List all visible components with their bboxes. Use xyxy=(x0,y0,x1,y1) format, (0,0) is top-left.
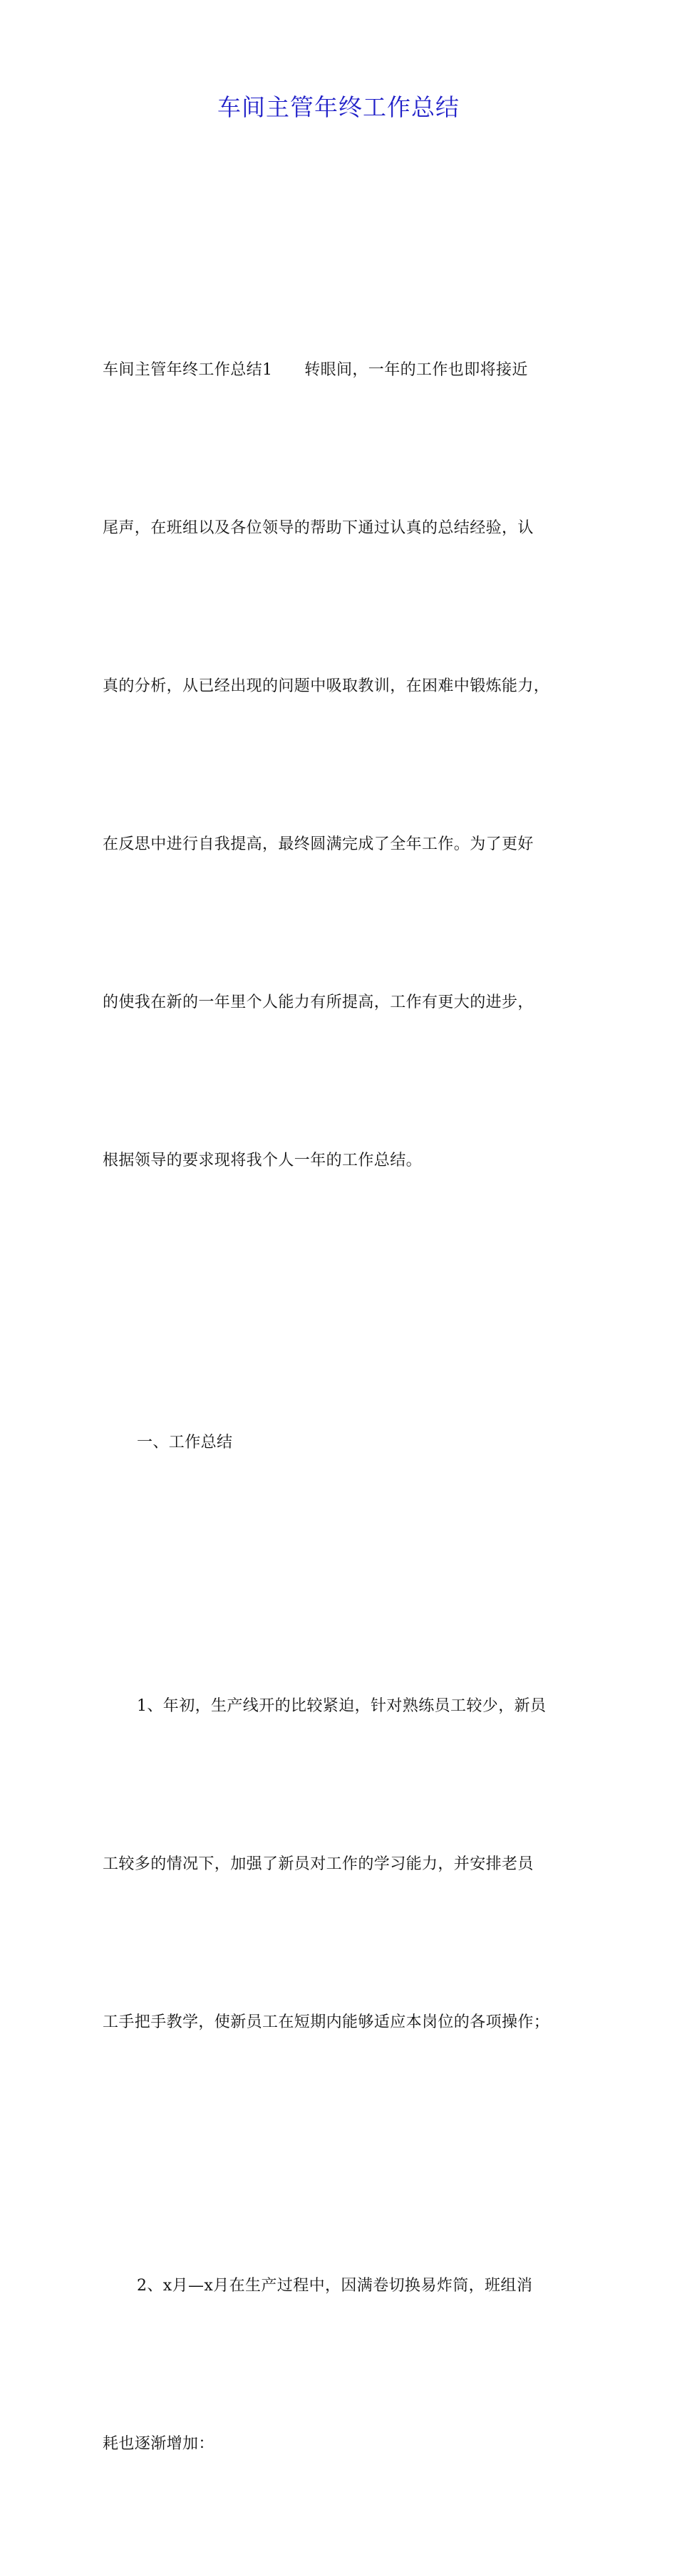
text-line: 根据领导的要求现将我个人一年的工作总结。 xyxy=(103,1152,423,1169)
text-line: 真的分析，从已经出现的问题中吸取教训，在困难中锻炼能力， xyxy=(103,677,550,695)
item-1-paragraph xyxy=(103,1575,594,2154)
text-line: 工手把手教学，使新员工在短期内能够适应本岗位的各项操作； xyxy=(103,2013,550,2031)
text-line: 的使我在新的一年里个人能力有所提高，工作有更大的进步， xyxy=(103,994,534,1011)
text-line: 耗也逐渐增加： xyxy=(103,2435,215,2453)
text-line: 工较多的情况下，加强了新员对工作的学习能力，并安排老员 xyxy=(103,1855,534,1873)
intro-paragraph xyxy=(103,239,594,1293)
text-line: 在反思中进行自我提高，最终圆满完成了全年工作。为了更好 xyxy=(103,835,534,853)
item-2-paragraph xyxy=(103,2154,594,2576)
text-line: 尾声，在班组以及各位领导的帮助下通过认真的总结经验，认 xyxy=(103,519,534,537)
paragraph-gap xyxy=(103,1293,594,1311)
document-body xyxy=(103,239,594,2576)
text-line: 车间主管年终工作总结1 转眼间，一年的工作也即将接近 xyxy=(103,361,528,379)
text-line: 1、年初，生产线开的比较紧迫，针对熟练员工较少，新员 xyxy=(137,1697,547,1715)
text-line: 2、x月—x月在生产过程中，因满卷切换易炸筒，班组消 xyxy=(137,2277,533,2295)
section-heading-text: 一、工作总结 xyxy=(137,1434,233,1451)
section-heading xyxy=(103,1311,594,1575)
document-title: 车间主管年终工作总结 xyxy=(217,93,460,121)
